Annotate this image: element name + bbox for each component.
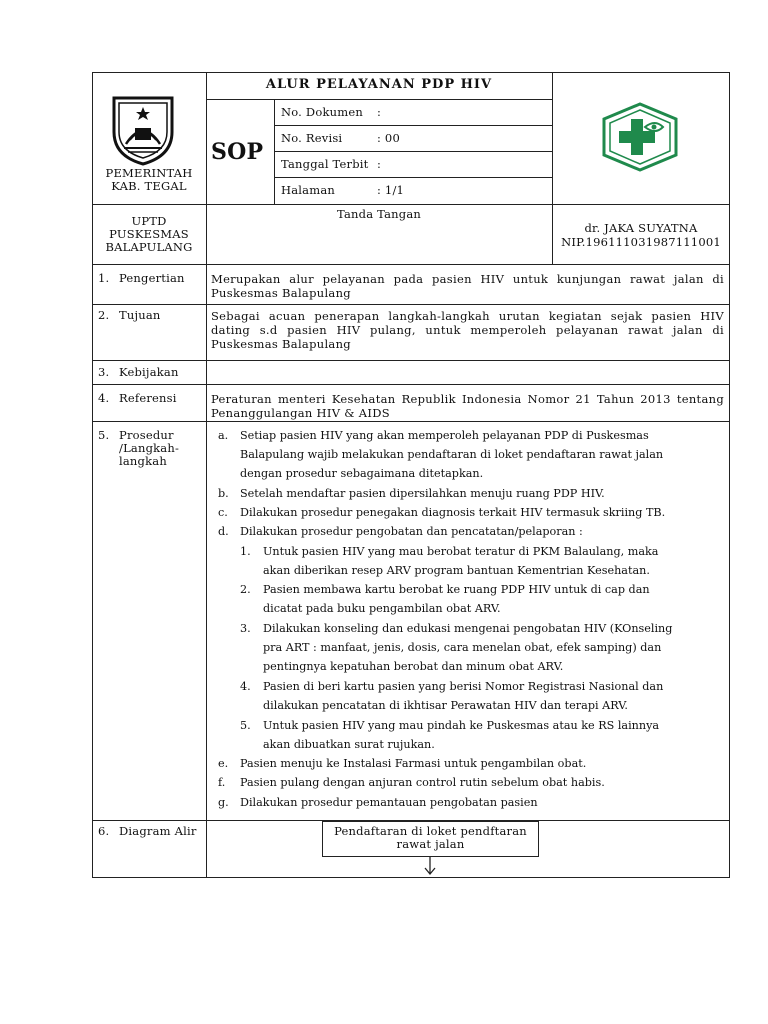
- section-label-kebijakan: Kebijakan: [119, 365, 179, 379]
- sop-label: SOP: [211, 139, 264, 165]
- gov-region: KAB. TEGAL: [111, 179, 187, 193]
- sublist-item: Untuk pasien HIV yang mau pindah ke Puskesmas atau ke RS lainnya: [263, 719, 660, 732]
- signer-name: dr. JAKA SUYATNA: [584, 221, 698, 235]
- section-label-pengertian: Pengertian: [119, 271, 185, 285]
- flowchart-box-pendaftaran: [322, 821, 539, 857]
- section-label-prosedur: /Langkah-: [119, 441, 180, 455]
- document-title: ALUR PELAYANAN PDP HIV: [265, 77, 493, 92]
- list-marker: e.: [218, 757, 229, 770]
- section-label-diagram: Diagram Alir: [119, 824, 197, 838]
- field-label-no-revisi: No. Revisi: [281, 131, 343, 145]
- field-label-tanggal-terbit: Tanggal Terbit: [281, 157, 369, 171]
- list-marker: c.: [218, 506, 228, 519]
- list-item: Dilakukan prosedur penegakan diagnosis terkait HIV termasuk skriing TB.: [240, 506, 666, 519]
- field-value-no-revisi: : 00: [377, 131, 400, 145]
- section-label-prosedur: langkah: [119, 454, 167, 468]
- field-label-halaman: Halaman: [281, 183, 335, 197]
- referensi-text: Peraturan menteri Kesehatan Republik Indonesia Nomor 21 Tahun 2013 tentang Penanggulangan HIV & AIDS: [211, 392, 724, 420]
- signature-label: Tanda Tangan: [337, 207, 421, 221]
- sublist-marker: 4.: [240, 680, 251, 693]
- section-label-referensi: Referensi: [119, 391, 177, 405]
- list-item: Dilakukan prosedur pemantauan pengobatan pasien: [240, 796, 538, 809]
- list-item: Dilakukan prosedur pengobatan dan pencatatan/pelaporan :: [240, 525, 583, 538]
- section-number: 2.: [98, 308, 110, 322]
- pengertian-text: Merupakan alur pelayanan pada pasien HIV untuk kunjungan rawat jalan di Puskesmas Balapulang: [211, 272, 724, 300]
- list-item: Balapulang wajib melakukan pendaftaran di loket pendaftaran rawat jalan: [240, 448, 664, 461]
- section-number: 6.: [98, 824, 110, 838]
- gov-name: PEMERINTAH: [105, 166, 193, 180]
- flowchart-box-text: Pendaftaran di loket pendftaran: [334, 824, 527, 838]
- section-number: 4.: [98, 391, 110, 405]
- sublist-item: Untuk pasien HIV yang mau berobat teratur di PKM Balaulang, maka: [263, 545, 659, 558]
- flow-arrow-icon: [422, 856, 438, 876]
- tujuan-text: Sebagai acuan penerapan langkah-langkah urutan kegiatan sejak pasien HIV dating s.d pasien HIV pulang, untuk memperoleh pelayanan rawat jalan di Puskesmas Balapulang: [211, 309, 724, 351]
- sublist-item: Pasien membawa kartu berobat ke ruang PDP HIV untuk di cap dan: [263, 583, 650, 596]
- sublist-item: Pasien di beri kartu pasien yang berisi Nomor Registrasi Nasional dan: [263, 680, 664, 693]
- list-marker: g.: [218, 796, 229, 809]
- field-value-tanggal-terbit: :: [377, 157, 382, 171]
- section-label-tujuan: Tujuan: [119, 308, 161, 322]
- signer-nip: NIP.196111031987111001: [561, 235, 721, 249]
- list-marker: d.: [218, 525, 229, 538]
- field-value-no-dokumen: :: [377, 105, 382, 119]
- sublist-marker: 1.: [240, 545, 251, 558]
- regency-emblem-icon: [106, 92, 180, 166]
- sublist-item: pra ART : manfaat, jenis, dosis, cara menelan obat, efek samping) dan: [263, 641, 662, 654]
- org-line3: BALAPULANG: [105, 240, 193, 254]
- list-marker: b.: [218, 487, 229, 500]
- org-line1: UPTD: [131, 214, 167, 228]
- sublist-marker: 2.: [240, 583, 251, 596]
- sublist-marker: 3.: [240, 622, 251, 635]
- sublist-item: akan diberikan resep ARV program bantuan Kementrian Kesehatan.: [263, 564, 650, 577]
- sublist-item: pentingnya kepatuhan berobat dan minum obat ARV.: [263, 660, 564, 673]
- org-line2: PUSKESMAS: [109, 227, 189, 241]
- field-value-halaman: : 1/1: [377, 183, 405, 197]
- sublist-item: dilakukan pencatatan di ikhtisar Perawatan HIV dan terapi ARV.: [263, 699, 628, 712]
- sublist-item: Dilakukan konseling dan edukasi mengenai pengobatan HIV (KOnseling: [263, 622, 673, 635]
- list-item: Pasien menuju ke Instalasi Farmasi untuk pengambilan obat.: [240, 757, 587, 770]
- sublist-item: akan dibuatkan surat rujukan.: [263, 738, 435, 751]
- sublist-item: dicatat pada buku pengambilan obat ARV.: [263, 602, 501, 615]
- sublist-marker: 5.: [240, 719, 251, 732]
- section-number: 3.: [98, 365, 110, 379]
- list-item: Setiap pasien HIV yang akan memperoleh pelayanan PDP di Puskesmas: [240, 429, 649, 442]
- list-marker: a.: [218, 429, 229, 442]
- section-number: 1.: [98, 271, 110, 285]
- list-marker: f.: [218, 776, 226, 789]
- list-item: Setelah mendaftar pasien dipersilahkan menuju ruang PDP HIV.: [240, 487, 605, 500]
- section-label-prosedur: Prosedur: [119, 428, 174, 442]
- list-item: Pasien pulang dengan anjuran control rutin sebelum obat habis.: [240, 776, 605, 789]
- list-item: dengan prosedur sebagaimana ditetapkan.: [240, 467, 484, 480]
- puskesmas-logo-icon: [600, 101, 680, 173]
- flowchart-box-text: rawat jalan: [396, 837, 465, 851]
- section-number: 5.: [98, 428, 110, 442]
- field-label-no-dokumen: No. Dokumen: [281, 105, 363, 119]
